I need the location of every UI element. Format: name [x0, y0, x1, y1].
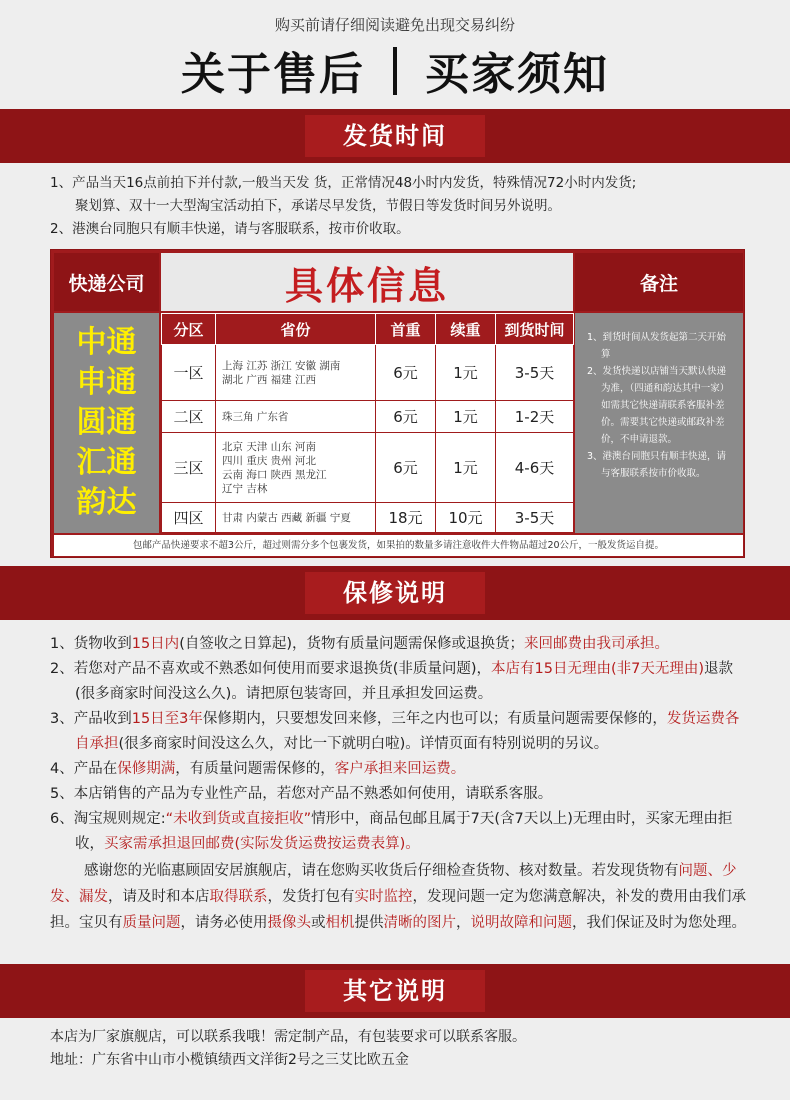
text-segment: 货物收到	[73, 636, 132, 652]
highlight-text: 15日至3年	[131, 711, 203, 727]
text-segment: 产品收到	[73, 711, 132, 727]
delivery-time-cell: 1-2天	[496, 401, 574, 433]
extra-weight-cell: 1元	[436, 433, 496, 503]
column-header: 分区	[162, 314, 216, 345]
table-row	[162, 433, 574, 503]
province-line: 四川 重庆 贵州 河北	[222, 454, 317, 467]
province-line: 辽宁 吉林	[222, 482, 268, 495]
text-segment: 淘宝规则规定:	[73, 811, 166, 827]
item-number: 4、	[50, 761, 74, 777]
item-number: 1、	[50, 636, 74, 652]
highlight-text: 质量问题	[122, 915, 181, 931]
list-item	[50, 807, 750, 857]
note-item: 1、到货时间从发货起第二天开始算	[587, 332, 727, 360]
header-subtitle: 购买前请仔细阅读避免出现交易纠纷	[274, 16, 515, 34]
text-segment: ，发现问题一定为您满意解决，补发的费用由我们承担。宝贝有	[50, 889, 746, 931]
zone-table-header-row	[162, 314, 574, 345]
text-segment: 本店销售的产品为专业性产品，若您对产品不熟悉如何使用，请联系客服。	[73, 786, 553, 802]
shipping-table	[50, 249, 745, 558]
text-segment: 情形中，商品包邮且属于7天(含7天以上)无理由时，买家无理由拒收，	[75, 811, 733, 852]
zone-cell: 三区	[162, 433, 216, 503]
shipping-intro-line-2: 聚划算、双十一大型淘宝活动拍下，承诺尽早发货，节假日等发货时间另外说明。	[75, 198, 561, 214]
highlight-text: 实时监控	[354, 889, 413, 905]
details-header: 具体信息	[161, 253, 573, 311]
carrier-name: 申通	[76, 365, 137, 400]
carrier-list	[54, 313, 159, 533]
zone-cell: 一区	[162, 345, 216, 401]
text-segment: 提供	[354, 915, 384, 931]
text-segment: 感谢您的光临惠顾固安居旗舰店，请在您购买收货后仔细检查货物、核对数量。若发现货物有	[84, 863, 679, 879]
text-segment: ，请务必使用	[180, 915, 268, 931]
carrier-name: 圆通	[76, 405, 137, 440]
province-line: 北京 天津 山东 河南	[222, 440, 317, 453]
warranty-list	[50, 632, 750, 857]
first-weight-cell: 6元	[376, 401, 436, 433]
text-segment: ，发货打包有	[267, 889, 355, 905]
text-segment: 退款(很多商家时间没这么久)。请把原包装寄回，并且承担发回运费。	[75, 661, 734, 702]
table-row	[162, 345, 574, 401]
province-line: 珠三角 广东省	[222, 410, 289, 423]
shipping-intro-line-3: 2、港澳台同胞只有顺丰快递，请与客服联系，按市价收取。	[50, 221, 410, 237]
other-address: 地址：广东省中山市小榄镇绩西文洋街2号之三艾比欧五金	[50, 1052, 409, 1068]
highlight-text: 发货运费各自承担	[75, 711, 740, 752]
delivery-time-cell: 3-5天	[496, 503, 574, 533]
list-item	[50, 757, 750, 782]
warranty-section-band	[0, 566, 790, 620]
province-line: 甘肃 内蒙古 西藏 新疆 宁夏	[222, 511, 351, 524]
carrier-name: 韵达	[76, 485, 137, 520]
list-item	[50, 657, 750, 707]
highlight-text: 摄像头	[267, 915, 311, 931]
highlight-text: 清晰的图片	[383, 915, 456, 931]
note-item: 3、港澳台同胞只有顺丰快递，请与客服联系按市价收取。	[587, 451, 727, 479]
highlight-text: 15日内	[131, 636, 180, 652]
provinces-cell	[216, 345, 376, 401]
carrier-name: 汇通	[76, 445, 137, 480]
zone-cell: 四区	[162, 503, 216, 533]
list-item	[50, 782, 750, 807]
highlight-text: 来回邮费由我司承担。	[524, 636, 669, 652]
title-left: 关于售后	[181, 49, 365, 100]
notes-panel	[575, 313, 743, 533]
province-line: 湖北 广西 福建 江西	[222, 373, 317, 386]
delivery-time-cell: 4-6天	[496, 433, 574, 503]
text-segment: 或	[311, 915, 326, 931]
closing-paragraph	[50, 858, 750, 936]
highlight-text: 取得联系	[209, 889, 268, 905]
carrier-header: 快递公司	[54, 253, 159, 311]
province-line: 上海 江苏 浙江 安徽 湖南	[222, 359, 341, 372]
highlight-text: 相机	[325, 915, 355, 931]
provinces-cell	[216, 503, 376, 533]
notes-header: 备注	[575, 253, 743, 311]
highlight-text: 本店有15日无理由(非7天无理由)	[491, 661, 705, 677]
text-segment: ，有质量问题需保修的，	[175, 761, 335, 777]
table-row	[162, 401, 574, 433]
note-item: 2、发货快递以店铺当天默认快递为准，（四通和韵达其中一家）如需其它快递请联系客服补差价。需要其它快递或邮政补差价，不申请退款。	[587, 366, 730, 445]
table-row	[162, 503, 574, 533]
province-line: 云南 海口 陕西 黑龙江	[222, 468, 327, 481]
highlight-text: 买家需承担退回邮费(实际发货运费按运费表算)。	[104, 836, 420, 852]
other-line-1: 本店为厂家旗舰店，可以联系我哦！需定制产品，有包装要求可以联系客服。	[50, 1029, 526, 1045]
text-segment: 产品在	[73, 761, 118, 777]
text-segment: ，请及时和本店	[108, 889, 210, 905]
other-section-title: 其它说明	[305, 970, 485, 1012]
highlight-text: 保修期满	[117, 761, 176, 777]
page-title	[0, 38, 790, 102]
item-number: 6、	[50, 811, 74, 827]
zone-cell: 二区	[162, 401, 216, 433]
item-number: 3、	[50, 711, 74, 727]
extra-weight-cell: 1元	[436, 401, 496, 433]
first-weight-cell: 6元	[376, 345, 436, 401]
text-segment: 若您对产品不喜欢或不熟悉如何使用而要求退换货(非质量问题)，	[73, 661, 492, 677]
carrier-name: 中通	[76, 325, 137, 360]
warranty-section-title: 保修说明	[305, 572, 485, 614]
shipping-intro-line-1: 1、产品当天16点前拍下并付款,一般当天发 货，正常情况48小时内发货，特殊情况72小时内发货;	[50, 175, 637, 191]
item-number: 5、	[50, 786, 74, 802]
highlight-text: 说明故障和问题	[470, 915, 572, 931]
provinces-cell	[216, 401, 376, 433]
highlight-text: 客户承担来回运费。	[334, 761, 466, 777]
item-number: 2、	[50, 661, 74, 677]
delivery-time-cell: 3-5天	[496, 345, 574, 401]
first-weight-cell: 18元	[376, 503, 436, 533]
list-item	[50, 632, 750, 657]
column-header: 首重	[376, 314, 436, 345]
list-item	[50, 707, 750, 757]
shipping-section-band	[0, 109, 790, 163]
zone-table	[161, 313, 574, 533]
other-section-band	[0, 964, 790, 1018]
column-header: 续重	[436, 314, 496, 345]
shipping-table-footnote: 包邮产品快递要求不超3公斤，超过则需分多个包裹发货，如果拍的数量多请注意收件大件物品超过20公斤，一般发货运自提。	[54, 535, 743, 556]
extra-weight-cell: 1元	[436, 345, 496, 401]
highlight-text: “未收到货或直接拒收”	[165, 811, 312, 827]
column-header: 到货时间	[496, 314, 574, 345]
text-segment: ，我们保证及时为您处理。	[572, 915, 746, 931]
shipping-section-title: 发货时间	[305, 115, 485, 157]
title-divider	[393, 47, 397, 95]
first-weight-cell: 6元	[376, 433, 436, 503]
provinces-cell	[216, 433, 376, 503]
text-segment: (自签收之日算起)，货物有质量问题需保修或退换货；	[179, 636, 524, 652]
extra-weight-cell: 10元	[436, 503, 496, 533]
highlight-text: 问题、少发、漏发	[50, 863, 737, 905]
text-segment: (很多商家时间没这么久，对比一下就明白啦)。详情页面有特别说明的另议。	[118, 736, 609, 752]
text-segment: ，	[456, 915, 471, 931]
column-header: 省份	[216, 314, 376, 345]
title-right: 买家须知	[425, 49, 609, 100]
text-segment: 保修期内，只要想发回来修，三年之内也可以；有质量问题需要保修的，	[202, 711, 667, 727]
